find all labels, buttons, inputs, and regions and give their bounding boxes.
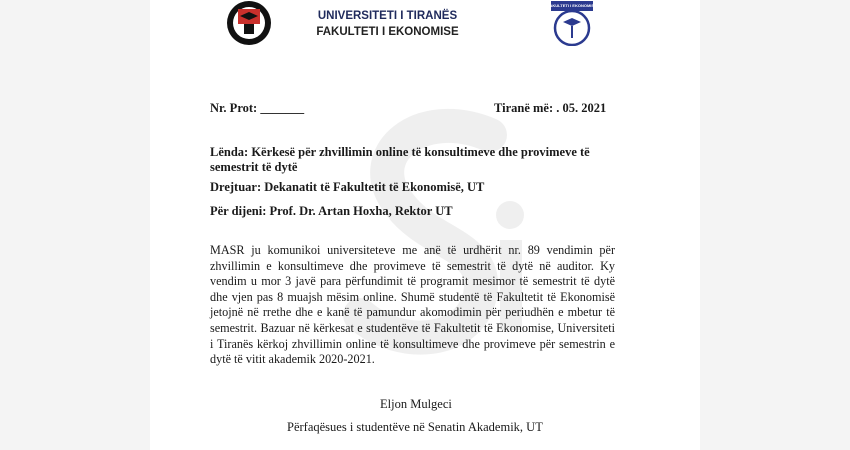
right-background [700,0,850,450]
letter-subject: Lënda: Kërkesë për zhvillimin online të konsultimeve dhe provimeve të semestrit të dytë [210,145,590,174]
faculty-seal-text: FAKULTETI I EKONOMISË [547,3,597,8]
university-name: UNIVERSITETI I TIRANËS [317,10,458,22]
faculty-name: FAKULTETI I EKONOMISE [316,26,459,38]
university-logo-icon [226,0,272,46]
letter-cc: Për dijeni: Prof. Dr. Artan Hoxha, Rektor UT [210,204,453,218]
letter-body: MASR ju komunikoi universiteteve me anë të urdhërit nr. 89 vendimin për zhvillimin e konsultimeve dhe provimeve të semestrit të dytë në auditor. Ky vendim u mor 3 javë para përfundimit të programit mesimor të semestrit të dytë dhe vjen pas 8 muajsh mësim online. Shumë studentë të Fakultetit të Ekonomisë jetojnë në rrethe dhe e kanë të pamundur akomodimin për periudhën e mbetur të semestrit. Bazuar në kërkesat e studentëve të Fakultetit të Ekonomise, Universiteti i Tiranës kërkoj zhvillimin online të konsultimeve dhe provimeve për semestrin e dytë të vitit akademik 2020-2021. [210,243,615,367]
signature-name: Eljon Mulgeci [380,397,452,411]
left-background [0,0,150,450]
letter-date: Tiranë më: . 05. 2021 [494,101,607,115]
letter-addressee: Drejtuar: Dekanatit të Fakultetit të Ekonomisë, UT [210,180,485,194]
letter-page [150,0,700,450]
protocol-number: Nr. Prot: _______ [210,101,305,115]
university-header [300,8,475,40]
signature-role: Përfaqësues i studentëve në Senatin Akademik, UT [287,420,543,434]
